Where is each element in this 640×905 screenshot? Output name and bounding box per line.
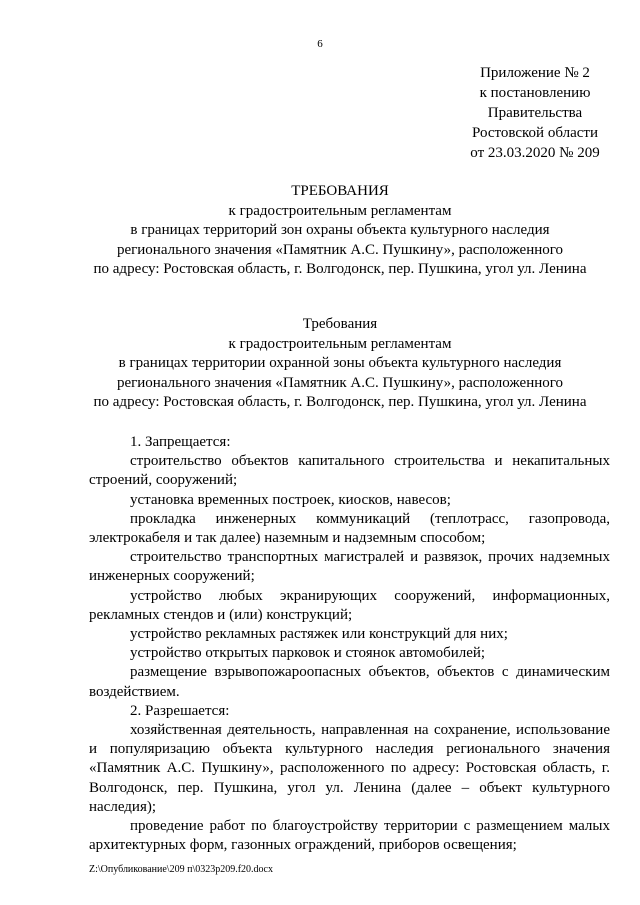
appendix-line: Правительства <box>487 105 583 121</box>
subheading-line: регионального значения «Памятник А.С. Пушкину», расположенного <box>116 374 564 391</box>
page-number: 6 <box>317 38 323 50</box>
heading-title: ТРЕБОВАНИЯ <box>291 183 389 199</box>
main-heading <box>60 182 620 280</box>
list-item: устройство открытых парковок и стоянок автомобилей; <box>130 645 486 662</box>
list-item: хозяйственная деятельность, направленная на сохранение, использование и популяризацию объекта культурного наследия регионального значения «Памятник А.С. Пушкину», расположенного по адресу: Ростовская область, г. Волгодонск, пер. Пушкина, угол ул. Ленина (далее – объект культурного наследия); <box>89 722 610 815</box>
appendix-line: от 23.03.2020 № 209 <box>470 145 600 161</box>
heading-line: к градостроительным регламентам <box>228 202 452 219</box>
subheading-line: в границах территории охранной зоны объекта культурного наследия <box>118 355 562 371</box>
appendix-line: Ростовской области <box>472 125 598 141</box>
heading-line: регионального значения «Памятник А.С. Пушкину», расположенного <box>116 241 564 258</box>
appendix-line: Приложение № 2 <box>480 65 590 81</box>
subheading-title: Требования <box>302 316 378 332</box>
list-item: проведение работ по благоустройству территории с размещением малых архитектурных форм, газонных ограждений, приборов освещения; <box>89 818 610 854</box>
list-item: устройство рекламных растяжек или конструкций для них; <box>130 626 508 643</box>
list-item: размещение взрывопожароопасных объектов, объектов с динамическим воздействием. <box>89 664 610 700</box>
subheading-line: к градостроительным регламентам <box>228 335 452 352</box>
subheading-line: по адресу: Ростовская область, г. Волгодонск, пер. Пушкина, угол ул. Ленина <box>93 394 587 410</box>
sub-heading <box>60 315 620 413</box>
list-item: установка временных построек, киосков, навесов; <box>130 491 451 508</box>
document-body <box>89 433 610 855</box>
section-heading-permitted: 2. Разрешается: <box>130 702 230 719</box>
appendix-block <box>415 63 640 163</box>
heading-line: по адресу: Ростовская область, г. Волгодонск, пер. Пушкина, угол ул. Ленина <box>93 261 587 277</box>
list-item: прокладка инженерных коммуникаций (теплотрасс, газопровода, электрокабеля и так далее) наземным и надземным способом; <box>89 510 610 547</box>
list-item: устройство любых экранирующих сооружений, информационных, рекламных стендов и (или) конструкций; <box>89 587 610 623</box>
section-heading-prohibited: 1. Запрещается: <box>130 434 231 450</box>
footer-file-path: Z:\Опубликование\209 п\0323р209.f20.docx <box>89 864 273 875</box>
list-item: строительство объектов капитального строительства и некапитальных строений, сооружений; <box>89 453 610 489</box>
list-item: строительство транспортных магистралей и развязок, прочих надземных инженерных сооружений; <box>89 549 610 585</box>
appendix-line: к постановлению <box>479 85 591 101</box>
heading-line: в границах территорий зон охраны объекта культурного наследия <box>130 222 550 238</box>
